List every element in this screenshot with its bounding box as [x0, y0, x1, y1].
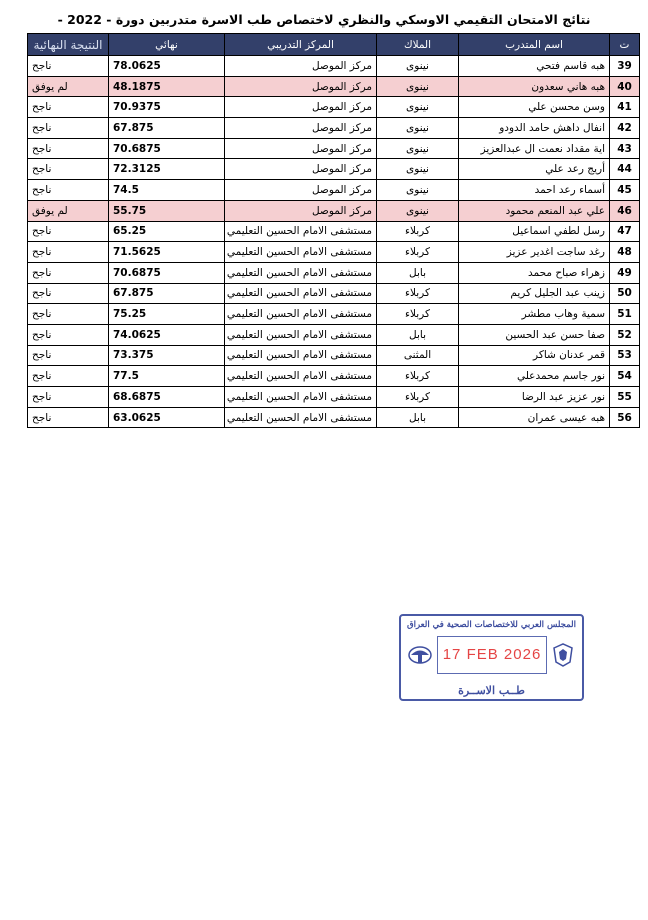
table-row — [28, 283, 640, 304]
final-score: 55.75 — [109, 200, 225, 221]
table-row — [28, 159, 640, 180]
final-result: لم يوفق — [28, 200, 109, 221]
governorate: نينوى — [377, 159, 459, 180]
row-number: 47 — [610, 221, 640, 242]
training-center: مركز الموصل — [225, 97, 377, 118]
final-score: 70.6875 — [109, 262, 225, 283]
stamp-department: طــب الاســرة — [458, 684, 525, 697]
table-row — [28, 200, 640, 221]
final-score: 72.3125 — [109, 159, 225, 180]
row-number: 41 — [610, 97, 640, 118]
final-score: 48.1875 — [109, 76, 225, 97]
row-number: 44 — [610, 159, 640, 180]
governorate: نينوى — [377, 76, 459, 97]
row-number: 52 — [610, 324, 640, 345]
final-result: ناجح — [28, 97, 109, 118]
table-row — [28, 345, 640, 366]
final-result: لم يوفق — [28, 76, 109, 97]
final-result: ناجح — [28, 407, 109, 428]
trainee-name: قمر عدنان شاكر — [459, 345, 610, 366]
header-result: النتيجة النهائية — [28, 34, 109, 56]
governorate: كربلاء — [377, 283, 459, 304]
final-result: ناجح — [28, 180, 109, 201]
final-result: ناجح — [28, 56, 109, 77]
training-center: مركز الموصل — [225, 118, 377, 139]
training-center: مستشفى الامام الحسين التعليمي — [225, 242, 377, 263]
trainee-name: رسل لطفي اسماعيل — [459, 221, 610, 242]
governorate: نينوى — [377, 118, 459, 139]
header-score: نهائي — [109, 34, 225, 56]
governorate: نينوى — [377, 56, 459, 77]
governorate: كربلاء — [377, 387, 459, 408]
trainee-name: وسن محسن علي — [459, 97, 610, 118]
final-score: 78.0625 — [109, 56, 225, 77]
training-center: مركز الموصل — [225, 76, 377, 97]
row-number: 51 — [610, 304, 640, 325]
final-score: 71.5625 — [109, 242, 225, 263]
governorate: نينوى — [377, 200, 459, 221]
row-number: 45 — [610, 180, 640, 201]
governorate: كربلاء — [377, 242, 459, 263]
training-center: مستشفى الامام الحسين التعليمي — [225, 366, 377, 387]
final-result: ناجح — [28, 387, 109, 408]
trainee-name: نور جاسم محمدعلي — [459, 366, 610, 387]
results-table — [27, 33, 640, 428]
training-center: مركز الموصل — [225, 56, 377, 77]
final-score: 70.6875 — [109, 138, 225, 159]
trainee-name: اية مقداد نعمت ال عبدالعزيز — [459, 138, 610, 159]
table-row — [28, 76, 640, 97]
table-row — [28, 118, 640, 139]
final-result: ناجح — [28, 304, 109, 325]
final-result: ناجح — [28, 262, 109, 283]
final-score: 67.875 — [109, 283, 225, 304]
final-result: ناجح — [28, 366, 109, 387]
row-number: 39 — [610, 56, 640, 77]
training-center: مركز الموصل — [225, 138, 377, 159]
final-result: ناجح — [28, 118, 109, 139]
final-score: 73.375 — [109, 345, 225, 366]
governorate: كربلاء — [377, 366, 459, 387]
table-header-row — [28, 34, 640, 56]
table-row — [28, 56, 640, 77]
final-result: ناجح — [28, 283, 109, 304]
table-row — [28, 221, 640, 242]
trainee-name: هبه هاني سعدون — [459, 76, 610, 97]
final-score: 67.875 — [109, 118, 225, 139]
header-no: ت — [610, 34, 640, 56]
training-center: مستشفى الامام الحسين التعليمي — [225, 283, 377, 304]
row-number: 43 — [610, 138, 640, 159]
row-number: 53 — [610, 345, 640, 366]
table-row — [28, 387, 640, 408]
training-center: مركز الموصل — [225, 159, 377, 180]
training-center: مستشفى الامام الحسين التعليمي — [225, 407, 377, 428]
row-number: 49 — [610, 262, 640, 283]
governorate: كربلاء — [377, 221, 459, 242]
final-result: ناجح — [28, 138, 109, 159]
governorate: بابل — [377, 407, 459, 428]
training-center: مركز الموصل — [225, 180, 377, 201]
row-number: 50 — [610, 283, 640, 304]
trainee-name: هبه قاسم فتحي — [459, 56, 610, 77]
official-stamp — [399, 614, 584, 701]
document-title: نتائج الامتحان التقيمي الاوسكي والنظري لاختصاص طب الاسرة متدربين دورة - 2022 - — [57, 12, 591, 27]
trainee-name: زينب عبد الجليل كريم — [459, 283, 610, 304]
header-name: اسم المتدرب — [459, 34, 610, 56]
row-number: 55 — [610, 387, 640, 408]
training-center: مستشفى الامام الحسين التعليمي — [225, 262, 377, 283]
trainee-name: انفال داهش حامد الدودو — [459, 118, 610, 139]
training-center: مستشفى الامام الحسين التعليمي — [225, 304, 377, 325]
trainee-name: نور عزيز عبد الرضا — [459, 387, 610, 408]
trainee-name: أريج رعد علي — [459, 159, 610, 180]
row-number: 46 — [610, 200, 640, 221]
governorate: نينوى — [377, 180, 459, 201]
row-number: 42 — [610, 118, 640, 139]
final-score: 63.0625 — [109, 407, 225, 428]
trainee-name: أسماء رعد احمد — [459, 180, 610, 201]
trainee-name: علي عبد المنعم محمود — [459, 200, 610, 221]
table-row — [28, 366, 640, 387]
trainee-name: رغد ساجت اغدير عزيز — [459, 242, 610, 263]
table-row — [28, 97, 640, 118]
governorate: كربلاء — [377, 304, 459, 325]
row-number: 40 — [610, 76, 640, 97]
table-row — [28, 262, 640, 283]
header-center: المركز التدريبي — [225, 34, 377, 56]
final-result: ناجح — [28, 159, 109, 180]
final-result: ناجح — [28, 345, 109, 366]
row-number: 54 — [610, 366, 640, 387]
final-score: 65.25 — [109, 221, 225, 242]
table-row — [28, 138, 640, 159]
final-score: 70.9375 — [109, 97, 225, 118]
stamp-date: 17 FEB 2026 — [437, 636, 547, 674]
emblem-left-icon — [407, 644, 433, 670]
governorate: نينوى — [377, 138, 459, 159]
row-number: 56 — [610, 407, 640, 428]
table-body — [28, 56, 640, 428]
final-result: ناجح — [28, 324, 109, 345]
row-number: 48 — [610, 242, 640, 263]
trainee-name: هبه عيسى عمران — [459, 407, 610, 428]
training-center: مستشفى الامام الحسين التعليمي — [225, 387, 377, 408]
table-row — [28, 242, 640, 263]
final-score: 68.6875 — [109, 387, 225, 408]
governorate: المثنى — [377, 345, 459, 366]
stamp-organization: المجلس العربي للاختصاصات الصحية في العراق — [406, 620, 577, 630]
table-row — [28, 304, 640, 325]
trainee-name: صفا حسن عبد الحسين — [459, 324, 610, 345]
trainee-name: سمية وهاب مطشر — [459, 304, 610, 325]
final-score: 75.25 — [109, 304, 225, 325]
training-center: مستشفى الامام الحسين التعليمي — [225, 345, 377, 366]
header-gov: الملاك — [377, 34, 459, 56]
training-center: مستشفى الامام الحسين التعليمي — [225, 324, 377, 345]
table-row — [28, 180, 640, 201]
final-score: 77.5 — [109, 366, 225, 387]
emblem-right-icon — [550, 642, 576, 672]
governorate: بابل — [377, 324, 459, 345]
final-result: ناجح — [28, 221, 109, 242]
training-center: مركز الموصل — [225, 200, 377, 221]
final-result: ناجح — [28, 242, 109, 263]
training-center: مستشفى الامام الحسين التعليمي — [225, 221, 377, 242]
table-row — [28, 324, 640, 345]
governorate: بابل — [377, 262, 459, 283]
governorate: نينوى — [377, 97, 459, 118]
table-row — [28, 407, 640, 428]
final-score: 74.5 — [109, 180, 225, 201]
final-score: 74.0625 — [109, 324, 225, 345]
trainee-name: زهراء صباح محمد — [459, 262, 610, 283]
